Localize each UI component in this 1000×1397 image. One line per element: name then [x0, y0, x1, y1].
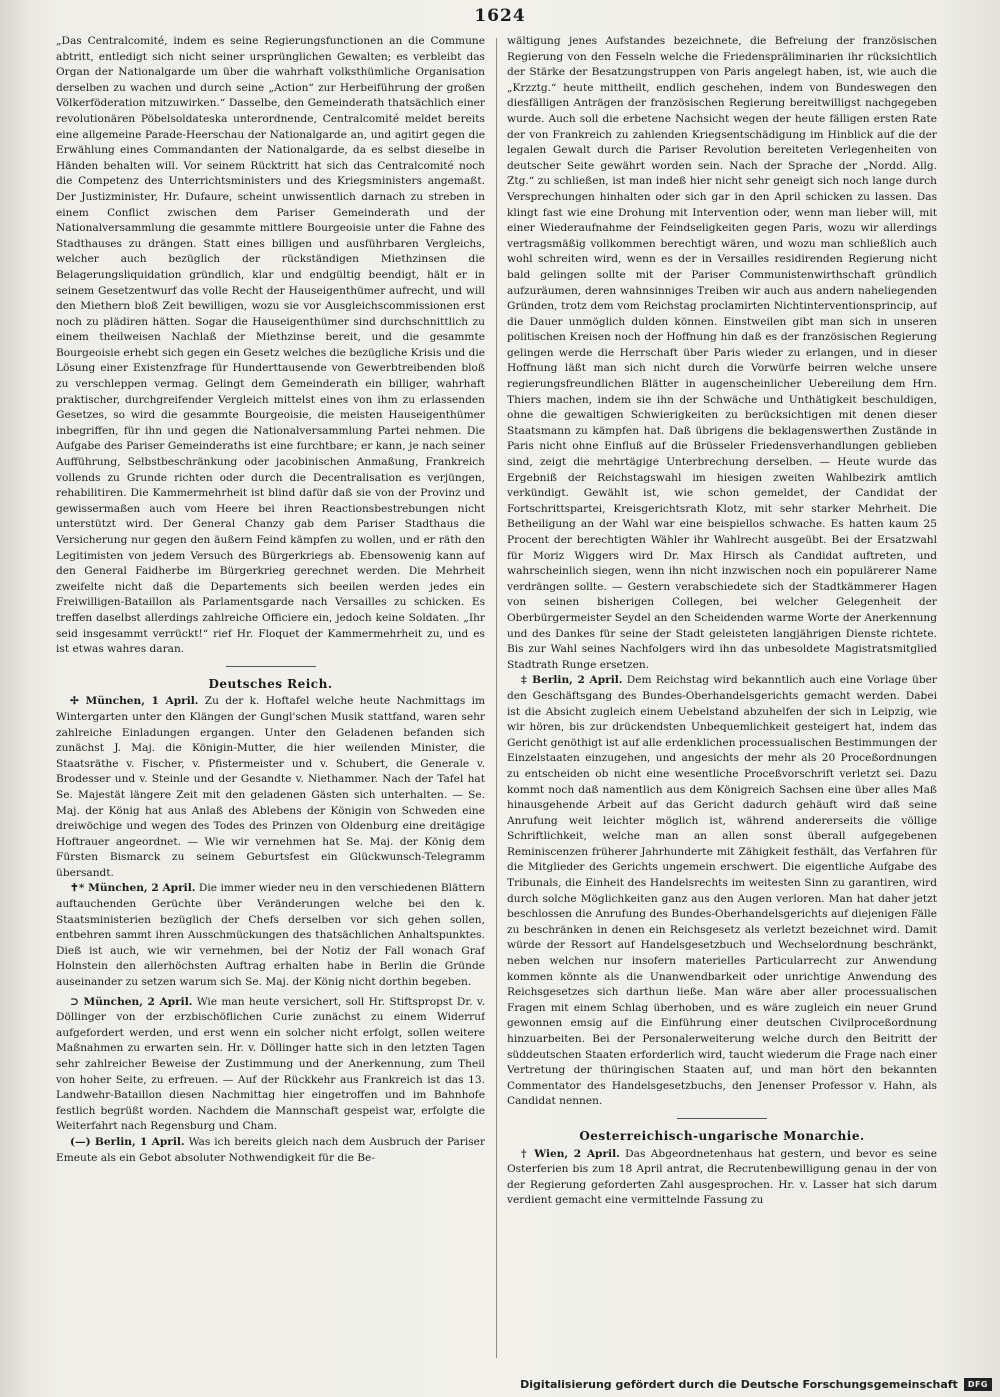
report-text: Wie man heute versichert, soll Hr. Stiftspropst Dr. v. Döllinger von der erzbischöflichen Curie zunächst zu einem Widerruf aufgefordert werden, und erst wenn ein solcher nicht erfolgt, sollen weitere Maßnahmen zu erwarten sein. Hr. v. Döllinger hatte sich in den letzten Tagen sehr zahlreicher Beweise der Zustimmung und der Anerkennung, zum Theil von hoher Seite, zu erfreuen. — Auf der Rückkehr aus Frankreich ist das 13. Landwehr-Bataillon diesen Nachmittag hier eingetroffen und im Bahnhofe festlich begrüßt worden. Nachdem die Mannschaft gespeist war, erfolgte die Weiterfahrt nach Regensburg und Cham.: [56, 995, 485, 1133]
report-text: Zu der k. Hoftafel welche heute Nachmittags im Wintergarten unter den Klängen der Gungl'schen Musik stattfand, waren sehr zahlreiche Einladungen ergangen. Unter den Geladenen befanden sich zunächst J. Maj. die Königin-Mutter, die hier weilenden Minister, die Staatsräthe v. Fischer, v. Pfistermeister und v. Schubert, die Generale v. Brodesser und v. Steinle und der Gesandte v. Niethammer. Nach der Tafel hat Se. Majestät längere Zeit mit den geladenen Gästen sich unterhalten. — Se. Maj. der König hat aus Anlaß des Ablebens der Königin von Schweden eine dreiwöchige und wegen des Todes des Prinzen von Oldenburg eine dreitägige Hoftrauer angeordnet. — Wie wir vernehmen hat Se. Maj. der König dem Fürsten Bismarck zu seinem Geburtsfest ein Glückwunsch-Telegramm übersandt.: [56, 695, 485, 879]
left-column: [56, 34, 485, 1360]
page-number: 1624: [474, 6, 526, 26]
news-report: [507, 673, 937, 1110]
report-dateline: ✝* München, 2 April.: [70, 882, 196, 895]
report-dateline: ⊃ München, 2 April.: [70, 995, 193, 1008]
report-dateline: † Wien, 2 April.: [521, 1147, 620, 1160]
news-report: [56, 1135, 485, 1166]
report-text: Was ich bereits gleich nach dem Ausbruch der Pariser Emeute als ein Gebot absoluter Nothwendigkeit für die Be-: [56, 1135, 485, 1164]
report-dateline: ‡ Berlin, 2 April.: [521, 674, 623, 687]
section-title-deutsches-reich: Deutsches Reich.: [208, 676, 333, 691]
scan-edge-shadow: [0, 0, 30, 1397]
report-dateline: ✢ München, 1 April.: [70, 695, 199, 708]
news-report: [507, 1147, 937, 1209]
column-divider: [496, 38, 497, 1358]
section-divider: [677, 1118, 767, 1119]
digitization-footer: [520, 1375, 992, 1393]
report-text: Das Abgeordnetenhaus hat gestern, und bevor es seine Osterferien bis zum 18 April antrat, die Recrutenbewilligung genau in der von der Regierung geforderten Zahl ausgesprochen. Hr. v. Lasser hat sich darum verdient gemacht eine vermittelnde Fassung zu: [507, 1147, 937, 1207]
section-divider: [226, 666, 316, 667]
news-report: [56, 995, 485, 1135]
report-text: Die immer wieder neu in den verschiedenen Blättern auftauchenden Gerüchte über Veränderungen welche bei den k. Staatsministerien bezüglich der Chefs derselben vor sich gehen sollen, entbehren sammt ihren Ausschmückungen des thatsächlichen Anhaltspunktes. Dieß ist auch, wie wir vernehmen, bei der Notiz der Fall wonach Graf Holnstein den allerhöchsten Auftrag erhalten habe in Berlin die Gründe auseinander zu setzen warum sich Se. Maj. der König nicht dorthin begeben.: [56, 882, 485, 989]
section-title-oesterreich: Oesterreichisch-ungarische Monarchie.: [579, 1128, 865, 1143]
article-paragraph: „Das Centralcomité, indem es seine Regierungsfunctionen an die Commune abtritt, entledigt sich nicht seiner ursprünglichen Gewalten; es verbleibt das Organ der Nationalgarde um über die wahrhaft volksthümliche Organisation derselben zu wachen und durch seine „Action“ zur Herbeiführung der großen Völkerföderation mitzuwirken.“ Dasselbe, den Gemeinderath thatsächlich einer revolutionären Pöbelsoldateska unterordnende, Centralcomité meldet bereits eine allgemeine Parade-Heerschau der Nationalgarde an, und agitirt gegen die Erwählung eines Commandanten der Nationalgarde, da es selbst dieselbe in Händen behalten will. Vor seinem Rücktritt hat sich das Centralcomité noch die Competenz des Unterrichtsministers und des Kriegsministers angemaßt. Der Justizminister, Hr. Dufaure, scheint unwissentlich darnach zu streben in einem Conflict zwischen dem Pariser Gemeinderath und der Nationalversammlung die gesammte mittlere Bourgeoisie unter die Fahne des Stadthauses zu drängen. Statt eines billigen und ausführbaren Vergleichs, welcher auch bezüglich der rückständigen Miethzinsen die Belagerungsliquidation gründlich, klar und endgültig beendigt, hält er in seinem Gesetzentwurf das volle Recht der Hauseigenthümer aufrecht, und will den Miethern bloß Zeit bewilligen, wozu sie vor Ausgleichscommissionen erst noch zu plädiren hätten. Sogar die Hauseigenthümer sind durchschnittlich zu einem theilweisen Nachlaß der Miethzinse bereit, und die gesammte Bourgeoisie erhebt sich gegen ein Gesetz welches die bezügliche Krisis und die Lösung einer Existenzfrage für Hunderttausende von Gewerbtreibenden bloß zu verschleppen vermag. Gelingt dem Gemeinderath ein billiger, wahrhaft praktischer, durchgreifender Vergleich mittelst eines von ihm zu erlassenden Gesetzes, so wird die gesammte Bourgeoisie, die meisten Hauseigenthümer inbegriffen, für ihn und gegen die Nationalversammlung Partei nehmen. Die Aufgabe des Pariser Gemeinderaths ist eine furchtbare; er kann, je nach seiner Aufführung, Selbstbeschränkung oder jacobinischen Anmaßung, Frankreich vollends zu Grunde richten oder durch die Decentralisation es verjüngen, rehabilitiren. Die Kammermehrheit ist blind dafür daß sie von der Provinz und gewissermaßen auch vom Heere bei ihren Reactionsbestrebungen nicht unterstützt wird. Der General Chanzy gab dem Pariser Stadthaus die Versicherung nur gegen den äußern Feind kämpfen zu wollen, und er räth den Legitimisten von jedem Versuch des Bürgerkriegs ab. Ebensowenig kann auf den General Faidherbe im Bürgerkrieg gerechnet werden. Die Mehrheit zweifelte nicht daß die Departements sich beeilen werden jedes ein Freiwilligen-Bataillon als Parlamentsgarde nach Versailles zu schicken. Es treffen daselbst allerdings zahlreiche Officiere ein, jedoch keine Soldaten. „Ihr seid insgesammt verrückt!“ rief Hr. Floquet der Kammermehrheit zu, und es ist etwas wahres daran.: [56, 35, 485, 656]
report-text: Dem Reichstag wird bekanntlich auch eine Vorlage über den Geschäftsgang des Bundes-Oberhandelsgerichts gemacht werden. Dabei ist die Absicht zugleich einem Uebelstand abzuhelfen der sich in Leipzig, wie wir hören, bis zur drückendsten Unbequemlichkeit gesteigert hat, indem das Gericht genöthigt ist auf alle erdenklichen processualischen Bestimmungen der Einzelstaaten einzugehen, und angesichts der mehr als 20 Proceßordnungen zu entscheiden ob nicht eine wesentliche Proceßvorschrift verletzt sei. Dazu kommt noch daß namentlich aus dem Königreich Sachsen eine über alles Maß hinausgehende Arbeit auf das Gericht dadurch gehäuft wird daß seine Anrufung weit leichter möglich ist, während andererseits die völlige Schriftlichkeit, welche man an allen sonst überall aufgegebenen Reminiscenzen früherer Jahrhunderte mit Zähigkeit festhält, das Verfahren für die Mitglieder des Gerichts ungemein erschwert. Die eigentliche Aufgabe des Tribunals, die Einheit des Handelsrechts im weitesten Sinn zu garantiren, wird durch solche Möglichkeiten ganz aus den Augen verloren. Man hat daher jetzt beschlossen die Anrufung des Bundes-Oberhandelsgerichts auf diejenigen Fälle zu beschränken in denen ein Reichsgesetz als verletzt bezeichnet wird. Damit würde der Ressort auf Handelsgesetzbuch und Wechselordnung beschränkt, neben welchen nur insofern materielles Particularrecht zur Anwendung kommen könnte als die Unanwendbarkeit oder unrichtige Anwendung des Reichsgesetzes sich darthun ließe. Man wäre aber aller processualischen Fragen mit einem Schlag überhoben, und es wäre zugleich ein neuer Grund gewonnen emsig auf die Einführung einer deutschen Civilproceßordnung hinzuarbeiten. Bei der Personalerweiterung welche durch den Beitritt der süddeutschen Staaten erforderlich wird, taucht wiederum die Frage nach einer Vertretung der thüringischen Staaten auf, und man hört den bekannten Commentator des Handelsgesetzbuchs, den Jenenser Professor v. Hahn, als Candidat nennen.: [507, 674, 937, 1108]
footer-credit: Digitalisierung gefördert durch die Deutsche Forschungsgemeinschaft: [520, 1377, 958, 1391]
article-paragraph: wältigung jenes Aufstandes bezeichnete, die Befreiung der französischen Regierung von den Fesseln welche die Friedenspräliminarien ihr rücksichtlich der Stärke der Besatzungstruppen von Paris angelegt haben, ist, wie auch die „Krzztg.“ heute mittheilt, endlich geschehen, indem von Bundeswegen den diesfälligen Anträgen der französischen Regierung bereitwilligst nachgegeben wurde. Auch soll die erbetene Nachsicht wegen der heute fälligen ersten Rate der von Frankreich zu zahlenden Kriegsentschädigung im Hinblick auf die der legalen Gewalt durch die Pariser Revolution bereiteten Verlegenheiten von deutscher Seite gewährt worden sein. Nach der Sprache der „Nordd. Allg. Ztg.“ zu schließen, ist man indeß hier nicht sehr geneigt sich noch lange durch Versprechungen hinhalten oder sich gar in den April schicken zu lassen. Das klingt fast wie eine Drohung mit Intervention oder, wenn man lieber will, mit einer Wiederaufnahme der Feindseligkeiten gegen Paris, wozu wir allerdings vertragsmäßig vollkommen berechtigt wären, und wozu man schließlich auch wohl schreiten wird, wenn es der in Versailles residirenden Regierung nicht bald gelingen sollte mit der Pariser Communistenwirthschaft gründlich aufzuräumen, deren wahnsinniges Treiben wir auch aus andern naheliegenden Gründen, trotz dem vom Reichstag proclamirten Nichtinterventionsprincip, auf die Dauer unmöglich dulden können. Einstweilen gibt man sich in unseren politischen Kreisen noch der Hoffnung hin daß es der französischen Regierung gelingen werde die Herrschaft über Paris wieder zu erlangen, und in dieser Hoffnung läßt man sich nicht durch die Vorwürfe beirren welche unsere regierungsfreundlichen Blätter in augenscheinlicher Uebereilung dem Hrn. Thiers machen, indem sie ihn der Schwäche und Unthätigkeit beschuldigen, ohne die gewaltigen Schwierigkeiten zu berücksichtigen mit denen dieser Staatsmann zu kämpfen hat. Daß übrigens die beklagenswerthen Zustände in Paris nicht ohne Einfluß auf die Brüsseler Friedensverhandlungen geblieben sind, zeigt die mehrtägige Unterbrechung derselben. — Heute wurde das Ergebniß der Reichstagswahl im hiesigen zweiten Wahlbezirk amtlich verkündigt. Gewählt ist, wie schon gemeldet, der Candidat der Fortschrittspartei, Kreisgerichtsrath Klotz, mit sehr starker Mehrheit. Die Betheiligung an der Wahl war eine beispiellos schwache. Es hatten kaum 25 Procent der berechtigten Wähler ihr Wahlrecht ausgeübt. Bei der Ersatzwahl für Moriz Wiggers wird Dr. Max Hirsch als Candidat auftreten, und wahrscheinlich siegen, wenn ihn nicht inzwischen noch ein populärerer Name verdrängen sollte. — Gestern verabschiedete sich der Stadtkämmerer Hagen von seinen bisherigen Collegen, bei welcher Gelegenheit der Oberbürgermeister Seydel an den Scheidenden warme Worte der Anerkennung und des Dankes für seine der Stadt geleisteten langjährigen Dienste richtete. Bis zur Wahl seines Nachfolgers wird ihn das unbesoldete Magistratsmitglied Stadtrath Runge ersetzen.: [507, 35, 937, 671]
report-dateline: (—) Berlin, 1 April.: [70, 1135, 185, 1148]
dfg-logo: DFG: [964, 1378, 992, 1391]
right-column: [507, 34, 937, 1360]
news-report: [56, 694, 485, 881]
news-report: [56, 881, 485, 990]
